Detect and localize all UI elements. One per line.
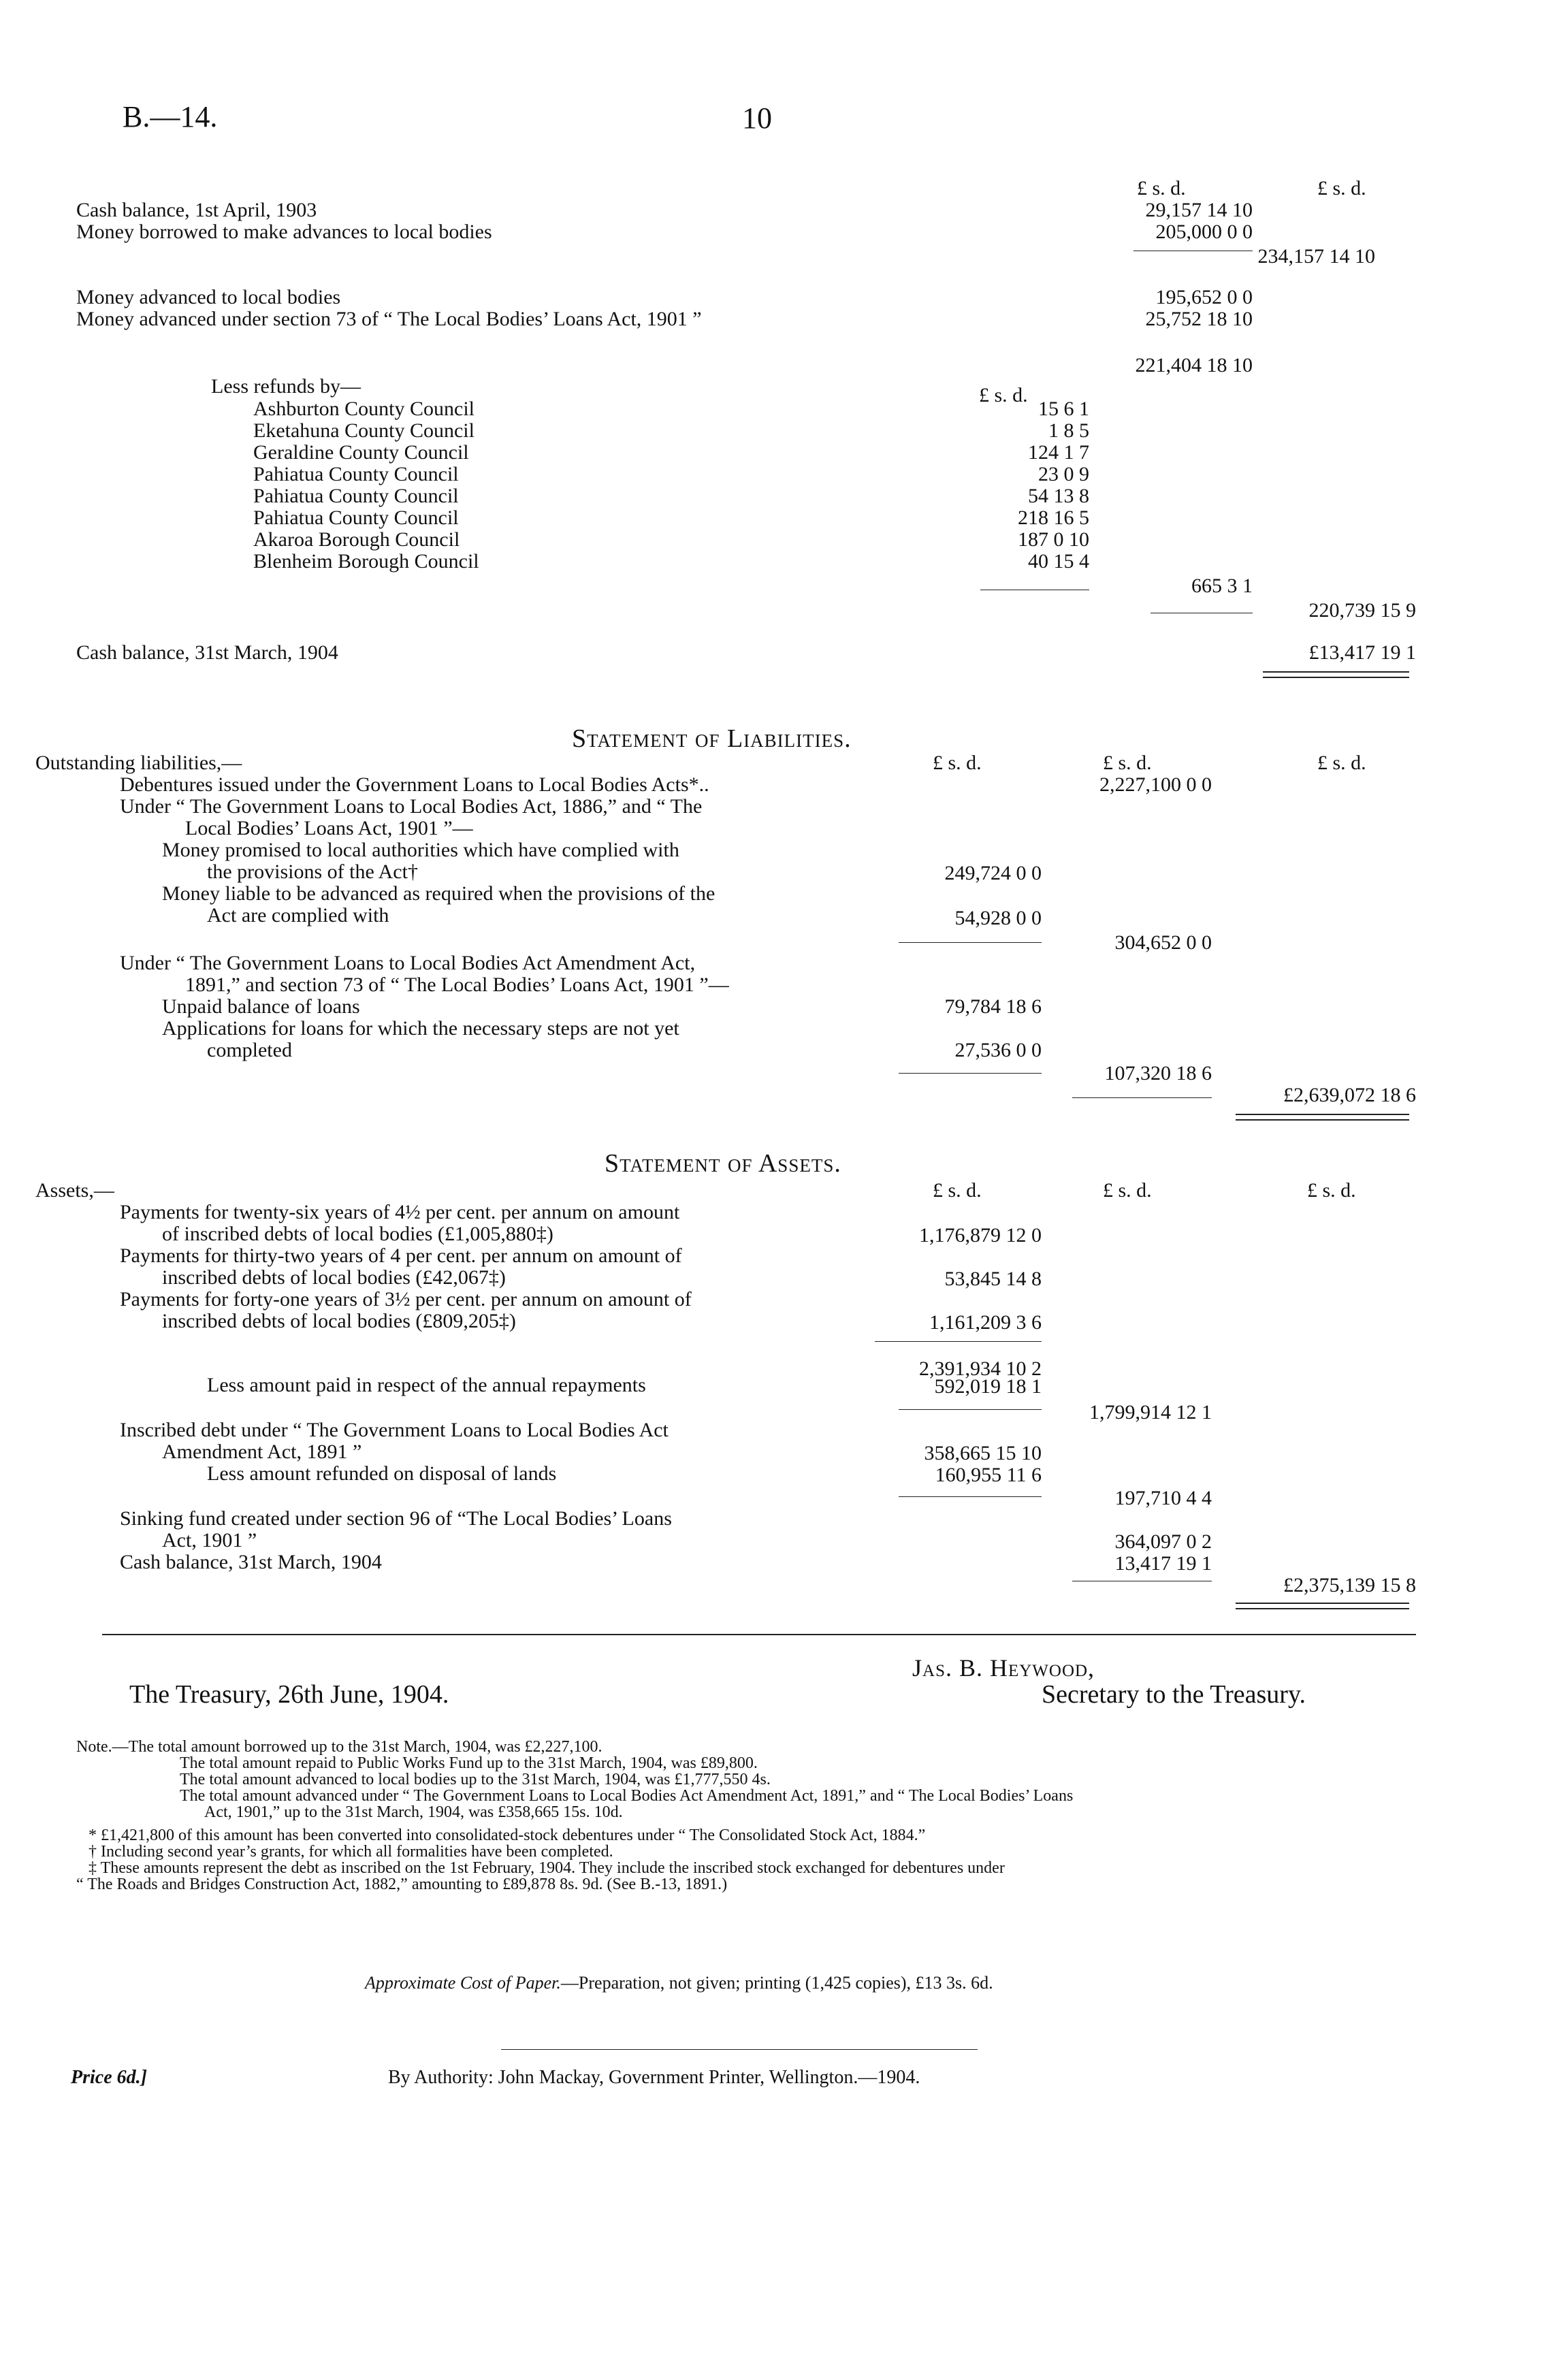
asset-amount: 592,019 18 1 [934,1375,1042,1398]
asset-line: Assets,— [35,1179,114,1202]
cash-row-label: Money advanced to local bodies [76,286,341,308]
signatory-title: Secretary to the Treasury. [1042,1680,1306,1709]
column-head: £ s. d. [1307,1179,1356,1202]
refund-council: Pahiatua County Council [253,485,459,507]
column-head-b: £ s. d. [1317,177,1366,199]
footer-rule [501,2049,978,2050]
refund-amount: 1 8 5 [1048,419,1089,442]
asset-subtotal: 364,097 0 2 [1114,1530,1212,1553]
note-line: Note.—The total amount borrowed up to the 31st March, 1904, was £2,227,100. [76,1738,602,1756]
liability-amount: 27,536 0 0 [954,1039,1042,1061]
advances-subtotal: 221,404 18 10 [1135,354,1253,376]
asset-line: inscribed debts of local bodies (£809,205‡) [162,1310,516,1332]
cash-row-amount: 29,157 14 10 [1145,199,1253,221]
liability-line: Unpaid balance of loans [162,995,360,1018]
asset-subtotal: 13,417 19 1 [1114,1552,1212,1575]
footnote-line: * £1,421,800 of this amount has been converted into consolidated-stock debentures under “ The Consolidated Stock Act, 1884.” [89,1827,926,1844]
double-rule-bottom [1263,677,1409,678]
asset-line: Less amount paid in respect of the annual repayments [207,1374,646,1396]
asset-line: Payments for forty-one years of 3½ per cent. per annum on amount of [120,1288,692,1310]
section-divider [102,1634,1416,1635]
refund-council: Ashburton County Council [253,398,475,420]
liability-line: the provisions of the Act† [207,861,418,883]
closing-label: Cash balance, 31st March, 1904 [76,641,338,664]
double-rule-top [1236,1114,1409,1115]
liability-line: Under “ The Government Loans to Local Bodies Act, 1886,” and “ The [120,795,703,818]
page-number: 10 [742,101,772,135]
column-head-a: £ s. d. [1137,177,1186,199]
footnote-line: “ The Roads and Bridges Construction Act, 1882,” amounting to £89,878 8s. 9d. (See B.-13, 1891.) [76,1876,728,1893]
liability-subtotal: 107,320 18 6 [1104,1062,1212,1084]
note-line: The total amount advanced to local bodies up to the 31st March, 1904, was £1,777,550 4s. [180,1771,771,1788]
liability-line: Debentures issued under the Government Loans to Local Bodies Acts*.. [120,773,709,796]
opening-total: 234,157 14 10 [1257,245,1375,268]
column-head: £ s. d. [1103,752,1152,774]
liability-amount: 2,227,100 0 0 [1099,773,1212,796]
asset-line: inscribed debts of local bodies (£42,067‡) [162,1266,506,1289]
liability-amount: 249,724 0 0 [944,862,1042,884]
refund-council: Blenheim Borough Council [253,550,479,573]
double-rule-bottom [1236,1608,1409,1609]
cash-row-amount: 205,000 0 0 [1155,221,1253,243]
liability-line: completed [207,1039,292,1061]
refund-amount: 187 0 10 [1018,528,1089,551]
column-head: £ s. d. [1103,1179,1152,1202]
liabilities-title: Statement of Liabilities. [572,724,852,753]
asset-subtotal: 197,710 4 4 [1114,1487,1212,1509]
closing-balance: £13,417 19 1 [1308,641,1416,664]
double-rule-top [1263,671,1409,673]
asset-amount: 53,845 14 8 [944,1268,1042,1290]
note-line: The total amount repaid to Public Works Fund up to the 31st March, 1904, was £89,800. [180,1754,758,1772]
asset-amount: 358,665 15 10 [924,1442,1042,1464]
refund-council: Eketahuna County Council [253,419,475,442]
note-line: The total amount advanced under “ The Government Loans to Local Bodies Act Amendment Act, 1891,” and “ The Local Bodies’ Loans [180,1787,1074,1805]
refund-council: Akaroa Borough Council [253,528,460,551]
asset-line: Payments for thirty-two years of 4 per cent. per annum on amount of [120,1244,682,1267]
cost-of-paper [365,1974,993,1992]
asset-subtotal: 1,799,914 12 1 [1089,1401,1212,1424]
asset-amount: 1,176,879 12 0 [919,1224,1042,1247]
liability-amount: 54,928 0 0 [954,907,1042,929]
liabilities-total: £2,639,072 18 6 [1283,1084,1416,1106]
asset-line: Amendment Act, 1891 ” [162,1441,362,1463]
asset-line: Less amount refunded on disposal of lands [207,1462,557,1485]
subtotal-rule [875,1341,1042,1342]
asset-line: Act, 1901 ” [162,1529,257,1551]
liability-subtotal: 304,652 0 0 [1114,931,1212,954]
net-advanced: 220,739 15 9 [1308,599,1416,622]
refund-amount: 23 0 9 [1038,463,1089,485]
liability-line: Under “ The Government Loans to Local Bodies Act Amendment Act, [120,952,696,974]
asset-amount: 160,955 11 6 [935,1464,1042,1486]
refunds-total: 665 3 1 [1191,575,1253,597]
note-line: Act, 1901,” up to the 31st March, 1904, was £358,665 15s. 10d. [204,1803,623,1821]
refunds-column-head: £ s. d. [979,384,1028,406]
refunds-label: Less refunds by— [211,375,361,398]
place-and-date: The Treasury, 26th June, 1904. [129,1680,449,1709]
liability-line: Local Bodies’ Loans Act, 1901 ”— [185,817,473,839]
double-rule-top [1236,1603,1409,1604]
liability-line: Money liable to be advanced as required when the provisions of the [162,882,715,905]
cash-row-label: Money advanced under section 73 of “ The Local Bodies’ Loans Act, 1901 ” [76,308,702,330]
liability-line: Money promised to local authorities which have complied with [162,839,679,861]
footnote-line: ‡ These amounts represent the debt as inscribed on the 1st February, 1904. They include the inscribed stock exchanged for debentures under [89,1859,1005,1877]
liability-line: Outstanding liabilities,— [35,752,242,774]
asset-line: Payments for twenty-six years of 4½ per cent. per annum on amount [120,1201,680,1223]
asset-line: of inscribed debts of local bodies (£1,005,880‡) [162,1223,553,1245]
asset-line: Inscribed debt under “ The Government Loans to Local Bodies Act [120,1419,669,1441]
liability-line: Act are complied with [207,904,389,927]
liability-line: Applications for loans for which the necessary steps are not yet [162,1017,679,1040]
cash-row-amount: 25,752 18 10 [1145,308,1253,330]
cost-label: Approximate Cost of Paper. [365,1973,561,1993]
asset-amount: 2,391,934 10 2 [919,1357,1042,1380]
cash-row-label: Money borrowed to make advances to local bodies [76,221,492,243]
liability-line: 1891,” and section 73 of “ The Local Bodies’ Loans Act, 1901 ”— [185,974,729,996]
asset-line: Sinking fund created under section 96 of “The Local Bodies’ Loans [120,1507,672,1530]
assets-title: Statement of Assets. [605,1149,841,1178]
refund-amount: 54 13 8 [1028,485,1089,507]
refund-amount: 15 6 1 [1038,398,1089,420]
double-rule-bottom [1236,1119,1409,1121]
signatory-name: Jas. B. Heywood, [912,1654,1095,1682]
printer-authority: By Authority: John Mackay, Government Printer, Wellington.—1904. [388,2067,920,2088]
asset-line: Cash balance, 31st March, 1904 [120,1551,382,1573]
assets-total: £2,375,139 15 8 [1283,1574,1416,1596]
cost-text: —Preparation, not given; printing (1,425 copies), £13 3s. 6d. [560,1973,993,1993]
refund-council: Pahiatua County Council [253,506,459,529]
refund-amount: 124 1 7 [1028,441,1089,464]
refund-amount: 218 16 5 [1018,506,1089,529]
refund-council: Geraldine County Council [253,441,469,464]
asset-amount: 1,161,209 3 6 [929,1311,1042,1334]
refund-amount: 40 15 4 [1028,550,1089,573]
column-head: £ s. d. [1317,752,1366,774]
liability-amount: 79,784 18 6 [944,995,1042,1018]
column-head: £ s. d. [933,752,982,774]
price: Price 6d.] [71,2067,147,2088]
cash-row-amount: 195,652 0 0 [1155,286,1253,308]
refund-council: Pahiatua County Council [253,463,459,485]
column-head: £ s. d. [933,1179,982,1202]
cash-row-label: Cash balance, 1st April, 1903 [76,199,317,221]
document-reference: B.—14. [123,100,218,133]
footnote-line: † Including second year’s grants, for which all formalities have been completed. [89,1843,613,1861]
